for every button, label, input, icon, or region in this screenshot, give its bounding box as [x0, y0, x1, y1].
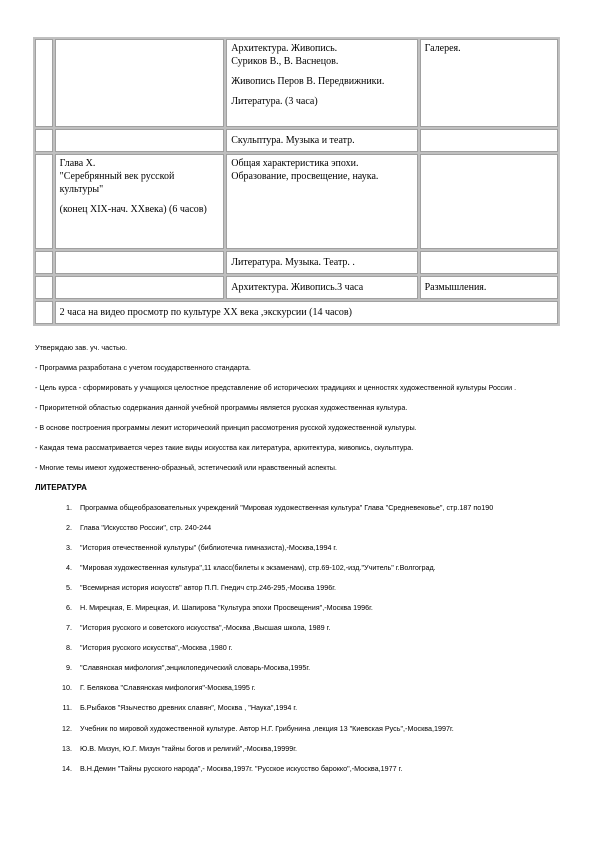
- item-text: Г. Белякова "Славянская мифология"-Москва,1995 г.: [80, 683, 256, 693]
- item-number: 11.: [62, 703, 72, 713]
- item-text: В.Н.Демин "Тайны русского народа",- Москва,1997г. "Русское искусство барокко",-Москва,1977 г.: [80, 763, 403, 773]
- note-item: - В основе построения программы лежит исторический принцип рассмотрения русской художественной культуры.: [35, 422, 417, 432]
- item-number: 8.: [66, 643, 72, 653]
- item-text: "Славянская мифология",энциклопедический словарь-Москва,1995г.: [80, 663, 311, 673]
- topic-cell: [226, 251, 417, 274]
- topic-text: Архитектура. Живопись.3 часа: [231, 282, 364, 293]
- list-item: [35, 583, 565, 593]
- chapter-cell: [55, 39, 225, 127]
- activity-cell: [420, 129, 558, 152]
- list-item: [35, 503, 565, 513]
- list-item: [35, 623, 565, 633]
- list-item: [35, 744, 565, 754]
- item-text: Б.Рыбаков "Язычество древних славян", Москва , "Наука",1994 г.: [80, 703, 298, 713]
- item-number: 1.: [66, 502, 72, 512]
- list-item: [35, 603, 565, 613]
- note-item: - Каждая тема рассматривается через такие виды искусства как литература, архитектура, живопись, скульптура.: [35, 442, 414, 452]
- list-item: [35, 523, 565, 533]
- table-row: [35, 154, 558, 249]
- row-number-cell: [35, 129, 53, 152]
- activity-cell: [420, 39, 558, 127]
- topic-text: Скульптура. Музыка и театр.: [231, 135, 355, 146]
- item-number: 6.: [66, 602, 72, 612]
- activity-cell: [420, 154, 558, 249]
- item-text: "Всемирная история искусств" автор П.П. Гнедич стр.246-295,-Москва 1996г.: [80, 582, 336, 592]
- item-number: 13.: [62, 743, 72, 753]
- list-item: [35, 683, 565, 693]
- note-item: - Приоритетной областью содержания данной учебной программы является русская художественная культура.: [35, 402, 408, 412]
- topic-text: Живопись Перов В. Передвижники.: [231, 76, 385, 87]
- item-number: 12.: [62, 723, 72, 733]
- item-text: Программа общеобразовательных учреждений "Мировая художественная культура" Глава "Средневековье", стр.187 по190: [80, 502, 494, 512]
- note-item: - Программа разработана с учетом государственного стандарта.: [35, 362, 251, 372]
- topic-text: Архитектура. Живопись. Суриков В., В. Васнецов.: [231, 43, 339, 67]
- chapter-cell: [55, 129, 225, 152]
- note-item: - Цель курса - сформировать у учащихся целостное представление об исторических традициях и ценностях художественной культуры России .: [35, 382, 517, 392]
- row-number-cell: [35, 251, 53, 274]
- item-text: Н. Мирецкая, Е. Мирецкая, И. Шапирова "Культура эпохи Просвещения",-Москва 1996г.: [80, 602, 373, 612]
- table-row: [35, 276, 558, 299]
- activity-text: Галерея.: [424, 43, 461, 54]
- list-item: [35, 543, 565, 553]
- item-number: 9.: [66, 663, 72, 673]
- list-item: [35, 764, 565, 774]
- table-row: [35, 129, 558, 152]
- topic-cell: [226, 276, 417, 299]
- list-item: [35, 703, 565, 713]
- literature-list: [35, 503, 565, 774]
- list-item: [35, 724, 565, 734]
- topic-cell: [226, 154, 417, 249]
- chapter-cell: [55, 251, 225, 274]
- summary-text: 2 часа на видео просмотр по культуре XX века ,экскурсии (14 часов): [59, 307, 352, 318]
- notes-section: [35, 343, 565, 784]
- item-number: 2.: [66, 522, 72, 532]
- item-text: "История русского и советского искусства",-Москва ,Высшая школа, 1989 г.: [80, 623, 331, 633]
- item-text: Глава "Искусство России", стр. 240-244: [80, 522, 212, 532]
- list-item: [35, 643, 565, 653]
- row-number-cell: [35, 154, 53, 249]
- item-text: "Мировая художественная культура",11 класс(билеты к экзаменам), стр.69-102,-изд."Учитель" г.Волгоград.: [80, 562, 436, 572]
- table-row: [35, 251, 558, 274]
- activity-text: Размышления.: [424, 282, 487, 293]
- item-text: Учебник по мировой художественной культуре. Автор Н.Г. Грибунина ,лекция 13 "Киевская Русь",-Москва,1997г.: [80, 723, 454, 733]
- item-number: 10.: [62, 683, 72, 693]
- curriculum-table: [33, 37, 560, 326]
- literature-heading: ЛИТЕРАТУРА: [35, 482, 87, 492]
- item-number: 14.: [62, 763, 72, 773]
- row-number-cell: [35, 39, 53, 127]
- list-item: [35, 663, 565, 673]
- topic-cell: [226, 129, 417, 152]
- approval-line: Утверждаю зав. уч. частью.: [35, 343, 128, 352]
- chapter-period: (конец XIX-нач. XXвека) (6 часов): [59, 204, 207, 215]
- table-row: [35, 301, 558, 324]
- topic-cell: [226, 39, 417, 127]
- topic-text: Литература. Музыка. Театр. .: [231, 257, 355, 268]
- chapter-cell: [55, 276, 225, 299]
- table-row: [35, 39, 558, 127]
- item-text: "История отечественной культуры" (библиотечка гимназиста),-Москва,1994 г.: [80, 542, 338, 552]
- topic-text: Литература. (3 часа): [231, 96, 318, 107]
- note-item: - Многие темы имеют художественно-образный, эстетический или нравственный аспекты.: [35, 462, 337, 472]
- item-text: Ю.В. Мизун, Ю.Г. Мизун "тайны богов и религий",-Москва,19999г.: [80, 743, 297, 753]
- row-number-cell: [35, 276, 53, 299]
- chapter-cell: [55, 154, 225, 249]
- activity-cell: [420, 251, 558, 274]
- row-number-cell: [35, 301, 53, 324]
- chapter-title: Глава X. "Серебрянный век русской культуры": [59, 158, 175, 195]
- list-item: [35, 563, 565, 573]
- item-number: 7.: [66, 623, 72, 633]
- item-number: 4.: [66, 562, 72, 572]
- topic-text: Общая характеристика эпохи. Образование, просвещение, наука.: [231, 158, 379, 182]
- item-text: "История русского искусства",-Москва ,1980 г.: [80, 643, 233, 653]
- item-number: 5.: [66, 582, 72, 592]
- summary-cell: [55, 301, 558, 324]
- item-number: 3.: [66, 542, 72, 552]
- activity-cell: [420, 276, 558, 299]
